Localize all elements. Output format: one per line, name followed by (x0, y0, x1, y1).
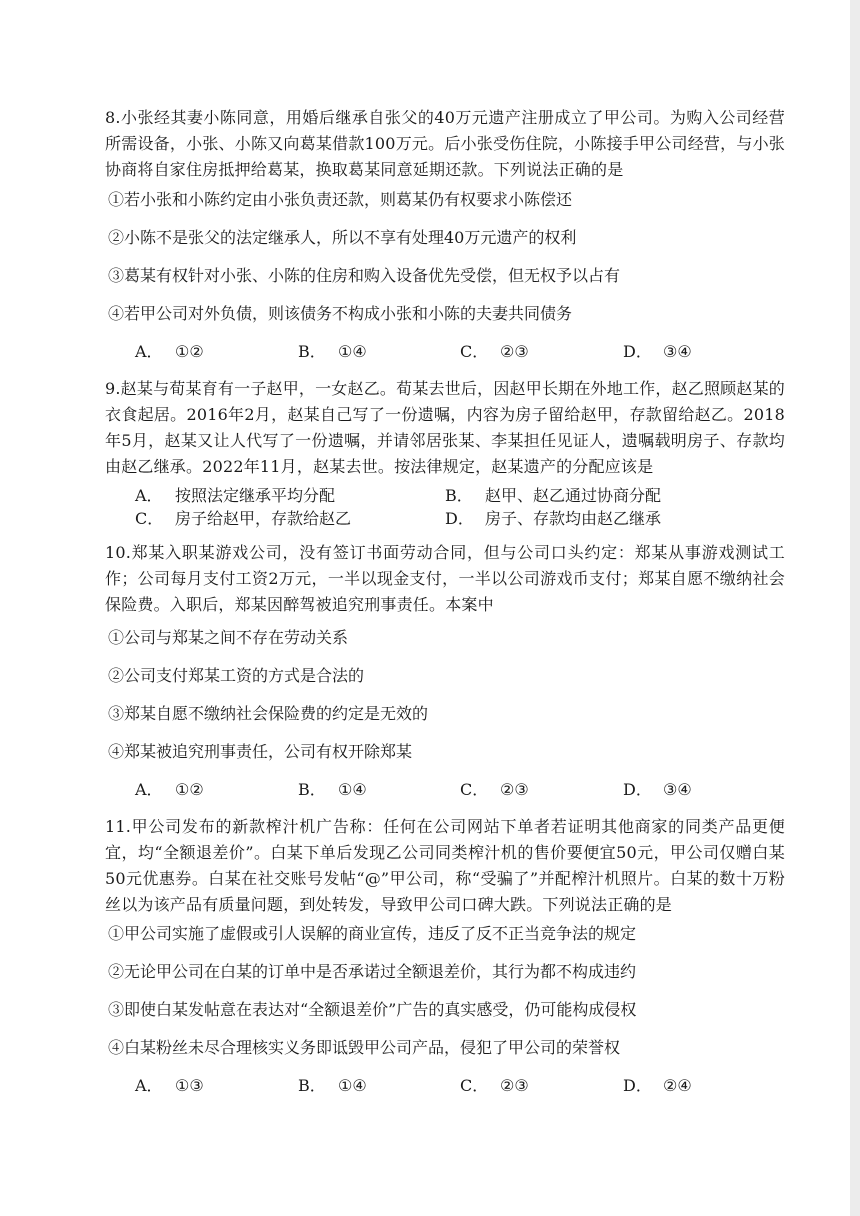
question-10 (105, 540, 785, 618)
statement-item: ①甲公司实施了虚假或引人误解的商业宣传，违反了反不正当竞争法的规定 (108, 924, 637, 943)
statement-item: ①公司与郑某之间不存在劳动关系 (108, 628, 349, 647)
choice-d: D． ③④ (623, 342, 692, 361)
statement-item: ④若甲公司对外负债，则该债务不构成小张和小陈的夫妻共同债务 (108, 304, 573, 323)
statement-item: ②小陈不是张父的法定继承人，所以不享有处理40万元遗产的权利 (108, 228, 577, 247)
statement-item: ③即使白某发帖意在表达对“全额退差价”广告的真实感受，仍可能构成侵权 (108, 1000, 637, 1019)
choice-b: B． 赵甲、赵乙通过协商分配 (445, 486, 662, 505)
page-edge (850, 0, 860, 1216)
choice-a: A． ①② (135, 780, 204, 799)
statement-item: ①若小张和小陈约定由小张负责还款，则葛某仍有权要求小陈偿还 (108, 190, 573, 209)
statement-item: ④郑某被追究刑事责任，公司有权开除郑某 (108, 742, 413, 761)
statement-item: ②无论甲公司在白某的订单中是否承诺过全额退差价，其行为都不构成违约 (108, 962, 637, 981)
statement-item: ③郑某自愿不缴纳社会保险费的约定是无效的 (108, 704, 429, 723)
statement-item: ③葛某有权针对小张、小陈的住房和购入设备优先受偿，但无权予以占有 (108, 266, 621, 285)
choice-c: C． ②③ (460, 1076, 529, 1095)
choice-b: B． ①④ (298, 1076, 367, 1095)
question-stem: 9.赵某与荀某育有一子赵甲，一女赵乙。荀某去世后，因赵甲长期在外地工作，赵乙照顾赵某的衣食起居。2016年2月，赵某自己写了一份遗嘱，内容为房子留给赵甲，存款留给赵乙。2018年5月，赵某又让人代写了一份遗嘱，并请邻居张某、李某担任见证人，遗嘱载明房子、存款均由赵乙继承。2022年11月，赵某去世。按法律规定，赵某遗产的分配应该是 (105, 379, 785, 476)
choice-a: A． ①② (135, 342, 204, 361)
choice-b: B． ①④ (298, 342, 367, 361)
question-11 (105, 814, 785, 918)
question-8 (105, 105, 785, 183)
choice-c: C． ②③ (460, 780, 529, 799)
choice-b: B． ①④ (298, 780, 367, 799)
statement-item: ④白某粉丝未尽合理核实义务即诋毁甲公司产品，侵犯了甲公司的荣誉权 (108, 1038, 621, 1057)
choice-d: D． ②④ (623, 1076, 692, 1095)
question-stem: 8.小张经其妻小陈同意，用婚后继承自张父的40万元遗产注册成立了甲公司。为购入公司经营所需设备，小张、小陈又向葛某借款100万元。后小张受伤住院，小陈接手甲公司经营，与小张协商将自家住房抵押给葛某，换取葛某同意延期还款。下列说法正确的是 (105, 108, 785, 179)
question-stem: 11.甲公司发布的新款榨汁机广告称：任何在公司网站下单者若证明其他商家的同类产品更便宜，均“全额退差价”。白某下单后发现乙公司同类榨汁机的售价要便宜50元，甲公司仅赠白某50元优惠券。白某在社交账号发帖“@”甲公司，称“受骗了”并配榨汁机照片。白某的数十万粉丝以为该产品有质量问题，到处转发，导致甲公司口碑大跌。下列说法正确的是 (105, 817, 785, 914)
choice-d: D． ③④ (623, 780, 692, 799)
choice-a: A． ①③ (135, 1076, 204, 1095)
question-9 (105, 376, 785, 480)
question-stem: 10.郑某入职某游戏公司，没有签订书面劳动合同，但与公司口头约定：郑某从事游戏测试工作；公司每月支付工资2万元，一半以现金支付，一半以公司游戏币支付；郑某自愿不缴纳社会保险费。入职后，郑某因醉驾被追究刑事责任。本案中 (105, 543, 785, 614)
choice-c: C． ②③ (460, 342, 529, 361)
choice-c: C． 房子给赵甲，存款给赵乙 (135, 509, 352, 528)
choice-d: D． 房子、存款均由赵乙继承 (445, 509, 662, 528)
choice-a: A． 按照法定继承平均分配 (135, 486, 336, 505)
statement-item: ②公司支付郑某工资的方式是合法的 (108, 666, 365, 685)
